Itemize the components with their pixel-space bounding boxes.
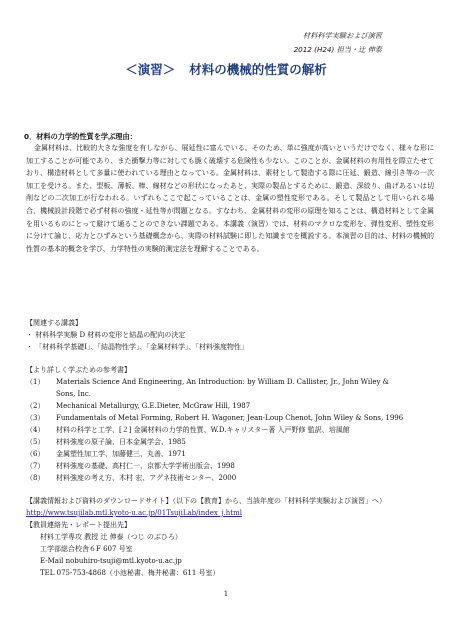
contact-line: E-Mail nobuhiro-tsuji@mtl.kyoto-u.ac.jp: [40, 557, 182, 565]
reference-item: [26, 400, 434, 412]
references-heading: 【より詳しく学ぶための参考書】: [26, 366, 131, 374]
contact-line: 材料工学専攻 教授 辻 伸泰（つじ のぶひろ）: [40, 533, 182, 541]
reference-number: （4）: [26, 426, 45, 434]
reference-number: （2）: [26, 402, 45, 410]
title-label: ＜演習＞: [125, 62, 176, 77]
reference-item: [26, 376, 434, 400]
reference-item: [26, 436, 434, 448]
reference-item: [26, 460, 434, 472]
related-item: ・ 材料科学実験 D 材料の変形と結晶の配向の決定: [26, 331, 186, 339]
page-title: [0, 60, 452, 78]
reference-number: （1）: [26, 378, 45, 386]
reference-text: 材料の科学と工学、[２] 金属材料の力学的性質、W.D.キャリスター著 入戸野修 監訳、培風館: [56, 426, 350, 434]
reference-text: 金属塑性加工学、加藤健三、丸善、1971: [56, 450, 186, 458]
header-year-instructor: 2012 (H24) 担当・辻 伸泰: [293, 45, 382, 54]
related-heading: 【関連する講義】: [26, 319, 82, 327]
reference-number: （7）: [26, 462, 45, 470]
download-site-text: 【講義情報および資料のダウンロードサイト】（以下の【教育】から、当該年度の「材料科学実験および演習」へ）: [26, 497, 387, 505]
reference-number: （6）: [26, 450, 45, 458]
reference-item: [26, 412, 434, 424]
content: [26, 131, 434, 579]
contact-line: TEL 075-753-4868（小池秘書、梅井秘書：611 号室）: [40, 569, 220, 577]
related-item: ・ 「材料科学基礎Ⅰ」、「結晶物性学」、「金属材料学」、「材料強度物性」: [26, 343, 248, 351]
contact-line: 工学部総合校舎６F 607 号室: [40, 545, 133, 553]
reference-text: 材料強度の基礎、高村仁一、京都大学学術出版会、1998: [56, 462, 235, 470]
header-course: 材料科学実験および演習: [302, 31, 382, 40]
reference-number: （3）: [26, 414, 45, 422]
reference-item: [26, 472, 434, 484]
page-number: 1: [223, 590, 229, 598]
reference-text: Materials Science And Engineering, An Introduction: by William D. Callister, Jr., John Wiley & Sons, Inc.: [56, 378, 389, 398]
reference-number: （8）: [26, 474, 45, 482]
contact-heading: 【教員連絡先・レポート提出先】: [26, 521, 131, 529]
title-text: 材料の機械的性質の解析: [189, 62, 327, 77]
reference-text: Mechanical Metallurgy, G.E.Dieter, McGraw Hill, 1987: [56, 402, 251, 410]
reference-number: （5）: [26, 438, 45, 446]
section0-paragraph: 金属材料は、比較的大きな強度を有しながら、展延性に富んでいる。そのため、単に強度が高いというだけでなく、様々な形に加工することが可能であり、また衝撃力等に対しても脆く破壊する危険性も少ない。このことが、金属材料の有用性を際立たせており、構造材料として多量に使われている理由となっている。金属材料は、素材として製造する際に圧延、鍛造、線引き等の一次加工を受ける。また、型板、薄板、棒、線材などの形状になったあと、実際の製品とするために、鍛造、深絞り、曲げあるいは切削などの二次加工が行なわれる。いずれもここで起こっていることは、金属の塑性変形である。そして製品として用いられる場合、機械設計段階で必ず材料の強度・延性等が問題となる。すなわち、金属材料の変形の原理を知ることは、構造材料として金属を用いるものにとって避けて通ることのできない課題である。本講義（演習）では、材料のマクロな変形を、弾性変形、塑性変形に分けて論じ、応力とひずみという基礎概念から、実際の材料試験に即した知識までを概説する。本演習の目的は、材料の機械的性質の基本的概念を学び、力学特性の実験的測定法を理解することである。: [26, 144, 434, 253]
reference-text: Fundamentals of Metal Forming, Robert H. Wagoner, Jean-Loup Chenot, John Wiley & Sons, 1996: [56, 414, 404, 422]
reference-text: 材料強度の考え方、木村 宏、アグネ技術センター、2000: [56, 474, 237, 482]
reference-item: [26, 448, 434, 460]
reference-item: [26, 424, 434, 436]
reference-text: 材料強度の原子論、日本金属学会、1985: [56, 438, 186, 446]
download-site-link[interactable]: http://www.tsujilab.mtl.kyoto-u.ac.jp/01TsujiLab/index_j.html: [26, 509, 242, 517]
section0-heading: 0．材料の力学的性質を学ぶ理由：: [24, 132, 137, 141]
